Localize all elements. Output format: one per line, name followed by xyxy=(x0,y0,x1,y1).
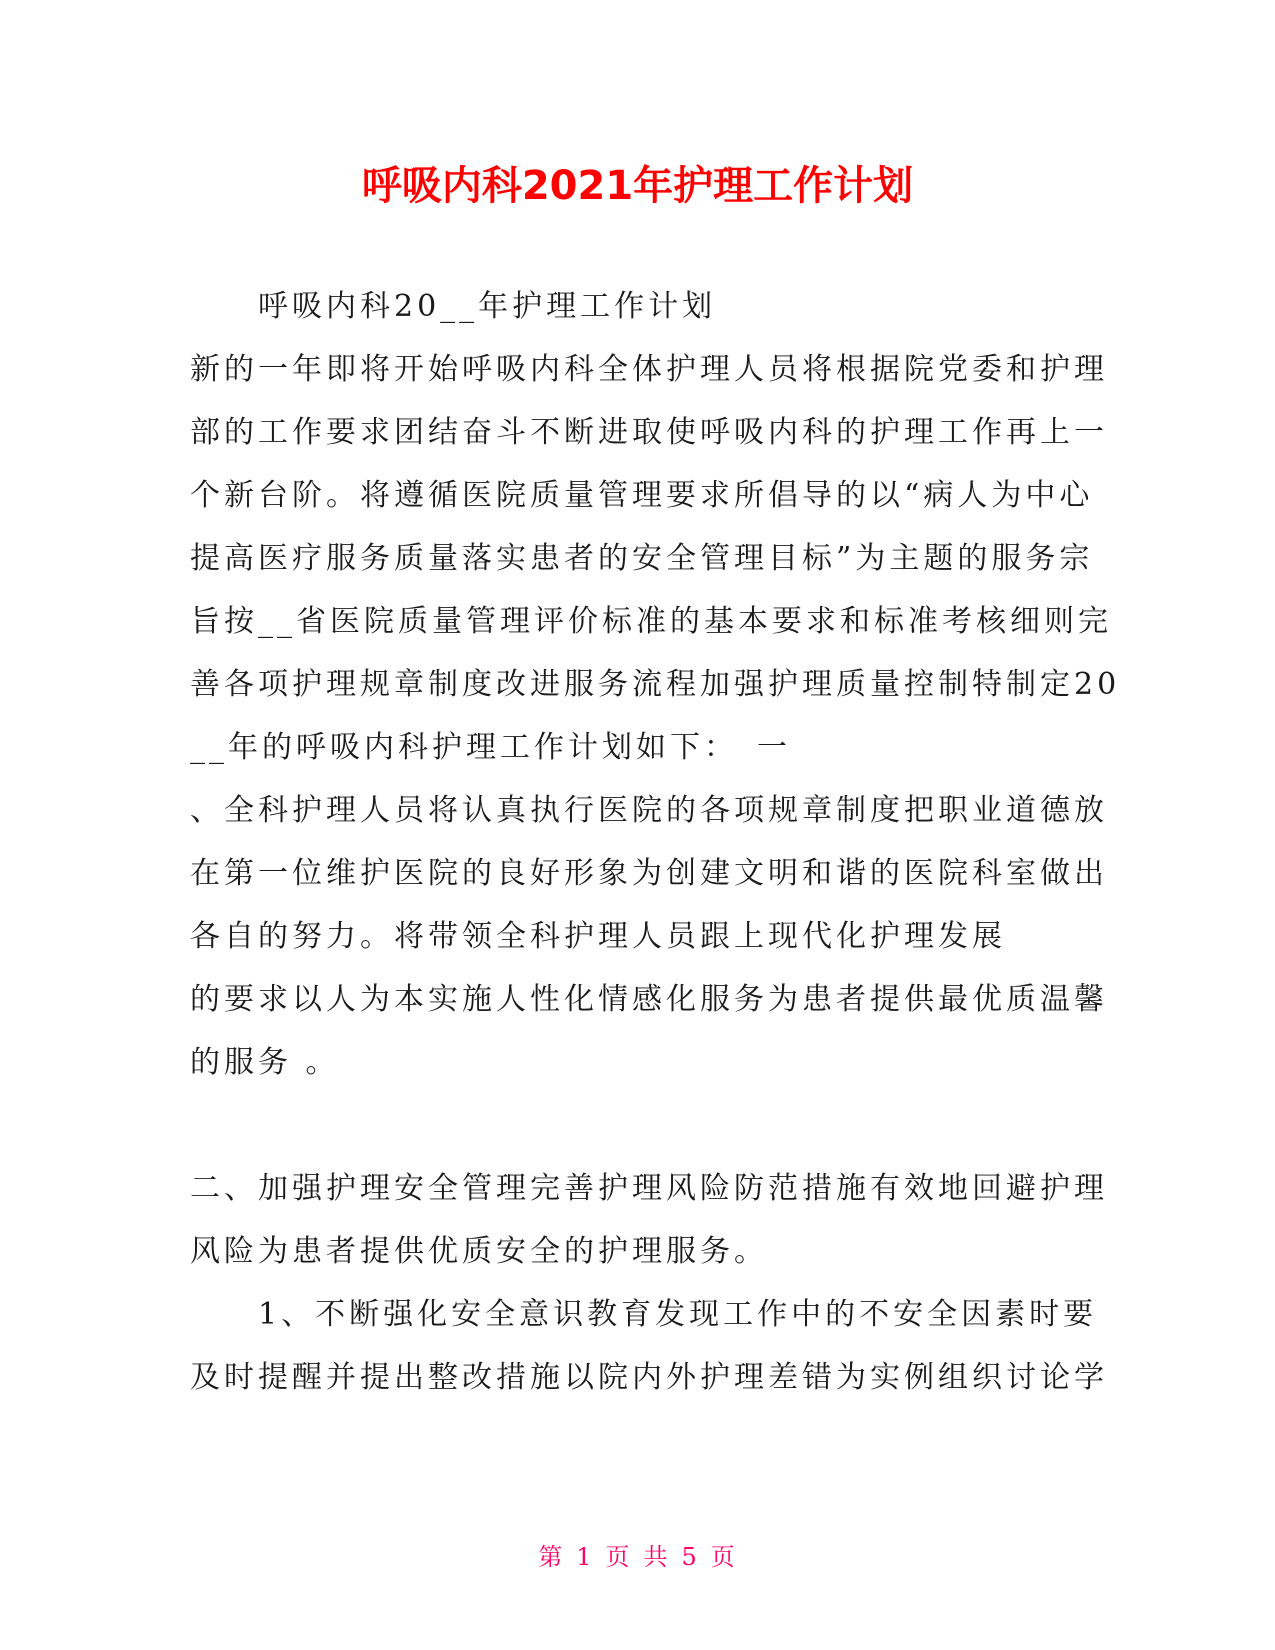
body-line: 1、不断强化安全意识教育发现工作中的不安全因素时要 xyxy=(190,1297,1098,1332)
footer-total-unit: 页 xyxy=(710,1543,737,1571)
document-body xyxy=(190,275,1121,1409)
body-line: 风险为患者提供优质安全的护理服务。 xyxy=(190,1234,768,1269)
body-line: 旨按__省医院质量管理评价标准的基本要求和标准考核细则完 xyxy=(190,604,1112,639)
footer-total-pages: 5 xyxy=(681,1543,699,1571)
body-line: 呼吸内科20__年护理工作计划 xyxy=(190,289,717,324)
body-line: 在第一位维护医院的良好形象为创建文明和谐的医院科室做出 xyxy=(190,856,1108,891)
footer-page-label: 第 xyxy=(538,1543,565,1571)
body-line: 二、加强护理安全管理完善护理风险防范措施有效地回避护理 xyxy=(190,1171,1108,1206)
body-line: 各自的努力。将带领全科护理人员跟上现代化护理发展 xyxy=(190,919,1006,954)
footer-page-unit: 页 xyxy=(605,1543,632,1571)
body-line: 的服务 。 xyxy=(190,1045,340,1080)
body-line: 提高医疗服务质量落实患者的安全管理目标”为主题的服务宗 xyxy=(190,541,1094,576)
body-line: 的要求以人为本实施人性化情感化服务为患者提供最优质温馨 xyxy=(190,982,1108,1017)
body-line: 新的一年即将开始呼吸内科全体护理人员将根据院党委和护理 xyxy=(190,352,1108,387)
document-title: 呼吸内科2021年护理工作计划 xyxy=(361,163,914,209)
body-line-blank xyxy=(190,1094,1090,1157)
body-line: 个新台阶。将遵循医院质量管理要求所倡导的以“病人为中心 xyxy=(190,478,1094,513)
body-line: 部的工作要求团结奋斗不断进取使呼吸内科的护理工作再上一 xyxy=(190,415,1108,450)
body-line: 善各项护理规章制度改进服务流程加强护理质量控制特制定20 xyxy=(190,667,1121,702)
body-line: 及时提醒并提出整改措施以院内外护理差错为实例组织讨论学 xyxy=(190,1360,1108,1395)
footer-total-label: 共 xyxy=(643,1543,670,1571)
body-line: 、全科护理人员将认真执行医院的各项规章制度把职业道德放 xyxy=(190,793,1108,828)
page-footer xyxy=(0,1540,1275,1574)
footer-current-page: 1 xyxy=(576,1543,594,1571)
body-line: __年的呼吸内科护理工作计划如下： 一 xyxy=(190,730,791,765)
